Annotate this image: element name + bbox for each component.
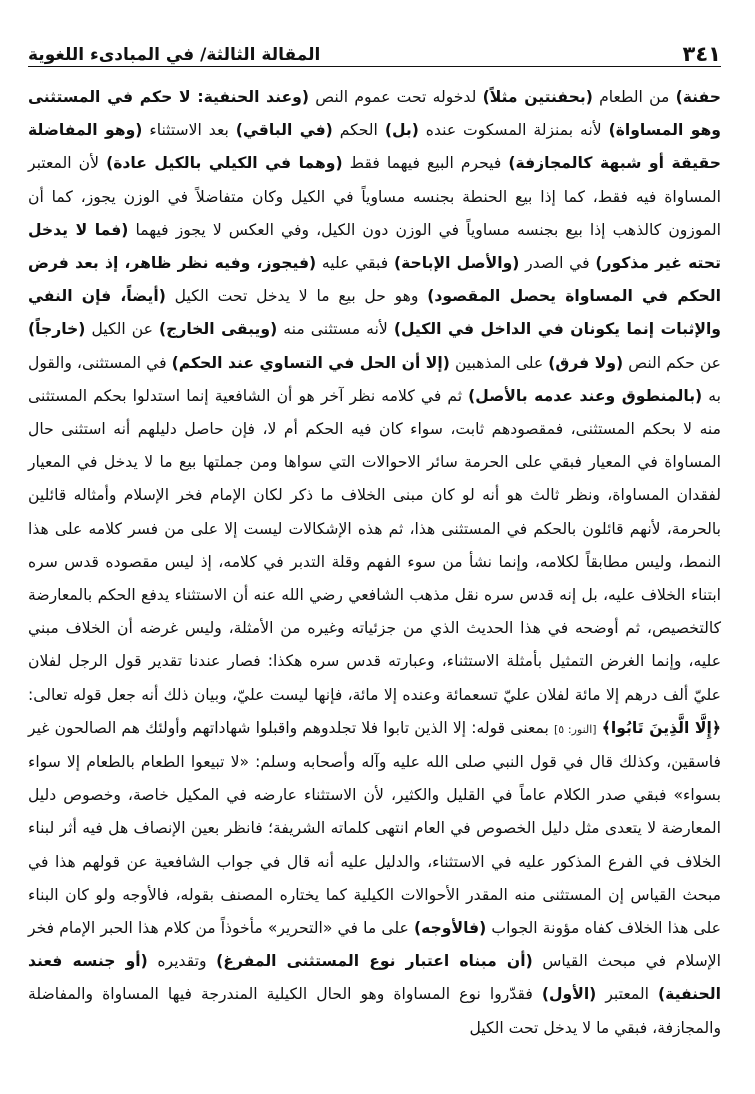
sharh-text: لأن المعتبر المساواة فيه فقط، كما إذا بيع الحنطة بجنسه مساوياً في الكيل وكان متفاضلاً في الوزن يجوز، كما أن الموزون كالذهب إذا بيع بجنسه مساوياً في الوزن دون الكيل، وفي العكس لا يجوز فيهما	[28, 154, 721, 239]
sharh-text: لدخوله تحت عموم النص	[309, 88, 483, 106]
matn-text: حفنة)	[675, 88, 721, 106]
sharh-text: الحكم	[332, 121, 385, 140]
sharh-text: في المستثنى، والقول به	[28, 353, 721, 405]
matn-text: (أو جنسه فعند الحنفية)	[28, 952, 721, 1004]
sharh-text: عن حكم النص	[623, 353, 721, 372]
body-paragraph	[28, 81, 721, 1045]
sharh-text: بعد الاستثناء	[142, 121, 236, 140]
matn-text: (وهما في الكيلي بالكيل عادة)	[106, 154, 343, 173]
matn-text: (والأصل الإباحة)	[393, 254, 520, 273]
matn-text: (إلا أن الحل في التساوي عند الحكم)	[171, 353, 450, 372]
matn-text: (فالأوجه)	[413, 919, 487, 938]
matn-text: ﴿إِلَّا الَّذِينَ تَابُوا﴾	[601, 718, 721, 737]
sharh-text: فقدّروا نوع المساواة وهو الحال الكيلية المندرجة فيها المساواة والمفاضلة والمجازفة، فبقي ما لا يدخل تحت الكيل	[28, 985, 721, 1037]
matn-text: (ويبقى الخارج)	[158, 320, 278, 339]
sharh-text: المعتبر	[596, 985, 658, 1004]
matn-text: (بالمنطوق وعند عدمه بالأصل)	[468, 386, 703, 405]
matn-text: (بل)	[384, 121, 419, 140]
sharh-text: وهو حل بيع ما لا يدخل تحت الكيل	[165, 287, 428, 306]
chapter-title: المقالة الثالثة/ في المبادىء اللغوية	[28, 45, 321, 65]
sharh-text: لأنه بمنزلة المسكوت عنده	[418, 121, 609, 140]
matn-text: (أن مبناه اعتبار نوع المستثنى المفرغ)	[216, 952, 533, 971]
matn-text: (ولا فرق)	[548, 353, 624, 372]
matn-text: (الأول)	[541, 985, 597, 1004]
matn-text: (بحفنتين مثلاً)	[482, 88, 593, 106]
matn-text: (فما لا يدخل تحته غير مذكور)	[28, 220, 722, 273]
matn-text: (خارجاً)	[28, 320, 86, 339]
page-number: ٣٤١	[682, 42, 721, 66]
running-header	[28, 28, 721, 67]
sharh-text: من الطعام	[592, 88, 676, 106]
sharh-text: لأنه مستثنى منه	[277, 320, 394, 339]
sharh-text: في الصدر	[519, 254, 596, 273]
matn-text: (وهو المفاضلة حقيقة أو شبهة كالمجازفة)	[28, 121, 721, 173]
sharh-text: فبقي عليه	[316, 254, 394, 273]
sharh-text: على المذهبين	[449, 353, 549, 372]
matn-text: (في الباقي)	[235, 121, 333, 140]
matn-text: (أيضاً، فإن النفي والإثبات إنما يكونان في الداخل في الكيل)	[28, 287, 721, 339]
matn-text: (فيجوز، وفيه نظر ظاهر، إذ بعد فرض الحكم في المساواة يحصل المقصود)	[28, 254, 721, 306]
sharh-text: وتقديره	[147, 952, 217, 971]
sharh-text: عن الكيل	[85, 320, 159, 339]
sharh-text: بمعنى قوله: إلا الذين تابوا فلا تجلدوهم واقبلوا شهاداتهم وأولئك هم الصالحون غير فاسقين، وكذلك قال في قول النبي صلى الله عليه وآله وأصحابه وسلم: «لا تبيعوا الطعام بالطعام إلا سواء بسواء» فبقي صدر الكلام عاماً في القليل والكثير، لأن الاستثناء عارضه في المكيل خاصة، وخصوص دليل المعارضة لا يتعدى مثل دليل الخصوص في العام انتهى كلماته الشريفة؛ فانظر بعين الإنصاف هل فيه أثر لبناء الخلاف في الفرع المذكور عليه في الاستثناء، والدليل عليه أنه قال في جواب الشافعية عن قولهم هذا في مبحث القياس إن المستثنى منه المقدر الأحوالات الكيلية كما يختاره المصنف بقوله، فالأوجه ولو كان البناء على هذا الخلاف كفاه مؤونة الجواب	[28, 718, 721, 938]
sharh-text: فيحرم البيع فيهما فقط	[342, 154, 509, 173]
matn-text: (وعند الحنفية: لا حكم في المستثنى وهو المساواة)	[28, 88, 721, 140]
sharh-text: ثم في كلامه نظر آخر هو أن الشافعية إنما استدلوا بحكم المستثنى منه لا بحكم المستثنى، فمقصودهم ثابت، سواء كان فيه الحكم أم لا، فإن حاصل دليلهم أنه استثنى حال المساواة في المعيار فبقي على الحرمة سائر الاحوالات التي سواها ومن جملتها بيع ما لا يدخل في المعيار لفقدان المساواة، ونظر ثالث هو أنه لو كان مبنى الخلاف ما ذكر لكان الإمام فخر الإسلام وأمثاله قائلين بالحرمة، لأنهم قائلون بالحكم في المستثنى هذا، ثم هذه الإشكالات ليست إلا على من فسر كلامه على هذا النمط، وليس مطابقاً لكلامه، وإنما نشأ من سوء الفهم وقلة التدبر في كلامه، إذ ليس مقصوده قدس سره ابتناء الخلاف عليه، بل إنه قدس سره نقل مذهب الشافعي رضي الله عنه أن الاستثناء يدفع الحكم بالمعارضة كالتخصيص، ثم أوضحه في هذا الحديث الذي من جزئياته وغيره من الأمثلة، وليس غرضه أن الخلاف مبني عليه، وإنما الغرض التمثيل بأمثلة الاستثناء، وعبارته قدس سره هكذا: فصار عندنا تقدير قول الرجل لفلان عليّ ألف درهم إلا مائة لفلان عليّ تسعمائة وعنده إلا مائة، فإنها ليست عليّ، وبيان ذلك أنه جعل قوله تعالى:	[28, 386, 721, 704]
quran-reference: [النور: ٥]	[553, 722, 597, 736]
sharh-text: على ما في «التحرير» مأخوذاً من كلام هذا الحبر الإمام فخر الإسلام في مبحث القياس	[28, 919, 721, 971]
